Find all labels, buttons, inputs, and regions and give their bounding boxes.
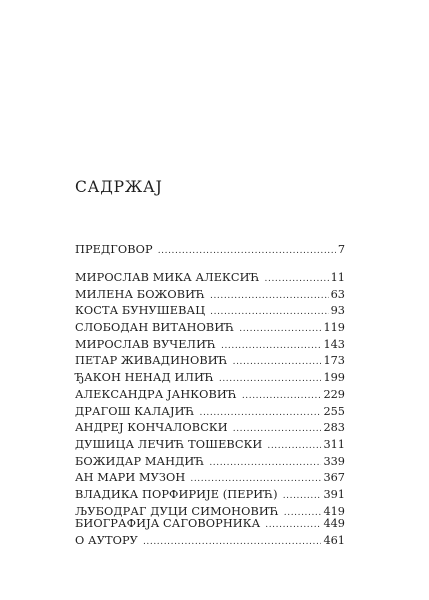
dot-leader xyxy=(143,534,322,551)
toc-entry-page: 11 xyxy=(330,271,345,284)
toc-entry-lecic-tosevski[interactable] xyxy=(75,437,345,454)
toc-entry-zivadinovic[interactable] xyxy=(75,353,345,370)
dot-leader xyxy=(233,354,322,371)
dot-leader xyxy=(221,338,321,355)
dot-leader xyxy=(233,421,322,438)
toc-entry-page: 391 xyxy=(323,487,345,501)
dot-leader xyxy=(265,517,321,534)
toc-entry-page: 311 xyxy=(323,437,345,451)
toc-entry-name: ПРЕДГОВОР xyxy=(75,243,153,256)
toc-entry-page: 7 xyxy=(337,243,345,256)
toc-entry-bozovic[interactable] xyxy=(75,287,345,304)
dot-leader xyxy=(265,271,329,288)
toc-entry-name: ЂАКОН НЕНАД ИЛИЋ xyxy=(75,371,214,385)
toc-entry-muzon[interactable] xyxy=(75,470,345,487)
toc-entry-name: ДУШИЦА ЛЕЧИЋ ТОШЕВСКИ xyxy=(75,437,263,451)
toc-entry-porfirije[interactable] xyxy=(75,487,345,504)
toc-entry-koncalovski[interactable] xyxy=(75,420,345,437)
toc-entry-page: 93 xyxy=(330,304,345,318)
toc-entry-page: 461 xyxy=(323,533,345,547)
toc-entry-page: 367 xyxy=(323,471,345,485)
toc-title: САДРЖАЈ xyxy=(75,178,163,196)
toc-entry-biografija[interactable] xyxy=(75,516,345,533)
toc-entry-vitanovic[interactable] xyxy=(75,320,345,337)
toc-preface-group xyxy=(75,242,345,259)
toc-entry-name: МИЛЕНА БОЖОВИЋ xyxy=(75,287,206,301)
toc-entry-page: 199 xyxy=(323,371,345,385)
toc-entry-kalajic[interactable] xyxy=(75,404,345,421)
toc-entry-page: 255 xyxy=(323,404,345,418)
toc-entry-page: 449 xyxy=(323,517,345,530)
toc-entry-page: 283 xyxy=(323,421,345,435)
dot-leader xyxy=(209,455,321,472)
toc-entry-name: БИОГРАФИЈА САГОВОРНИКА xyxy=(75,517,261,530)
toc-entry-name: ПЕТАР ЖИВАДИНОВИЋ xyxy=(75,354,228,368)
toc-entry-name: БОЖИДАР МАНДИЋ xyxy=(75,454,205,468)
toc-entry-name: СЛОБОДАН ВИТАНОВИЋ xyxy=(75,321,235,335)
toc-entry-name: МИРОСЛАВ МИКА АЛЕКСИЋ xyxy=(75,271,260,284)
toc-entry-name: АЛЕКСАНДРА ЈАНКОВИЋ xyxy=(75,387,237,401)
toc-entry-mandic[interactable] xyxy=(75,454,345,471)
dot-leader xyxy=(283,488,322,505)
toc-appendix-group xyxy=(75,516,345,549)
toc-entry-name: О АУТОРУ xyxy=(75,533,138,547)
toc-entry-name: АНДРЕЈ КОНЧАЛОВСКИ xyxy=(75,421,228,435)
dot-leader xyxy=(239,321,321,338)
toc-entry-page: 419 xyxy=(323,504,345,518)
toc-entry-jankovic[interactable] xyxy=(75,387,345,404)
dot-leader xyxy=(199,405,321,422)
toc-interviews-group xyxy=(75,270,345,520)
toc-entry-page: 229 xyxy=(323,387,345,401)
toc-entry-bunusevac[interactable] xyxy=(75,303,345,320)
dot-leader xyxy=(158,243,336,260)
toc-entry-aleksic[interactable] xyxy=(75,270,345,287)
dot-leader xyxy=(219,371,322,388)
toc-entry-page: 173 xyxy=(323,354,345,368)
toc-entry-name: АН МАРИ МУЗОН xyxy=(75,471,186,485)
dot-leader xyxy=(190,471,321,488)
dot-leader xyxy=(242,388,322,405)
dot-leader xyxy=(267,438,321,455)
toc-entry-name: ЉУБОДРАГ ДУЦИ СИМОНОВИЋ xyxy=(75,504,279,518)
toc-entry-name: ДРАГОШ КАЛАЈИЋ xyxy=(75,404,195,418)
toc-entry-name: МИРОСЛАВ ВУЧЕЛИЋ xyxy=(75,337,216,351)
toc-entry-o-autoru[interactable] xyxy=(75,533,345,550)
toc-entry-ilic[interactable] xyxy=(75,370,345,387)
toc-entry-page: 119 xyxy=(323,321,345,335)
toc-entry-page: 143 xyxy=(323,337,345,351)
toc-entry-name: ВЛАДИКА ПОРФИРИЈЕ (ПЕРИЋ) xyxy=(75,487,278,501)
toc-entry-page: 339 xyxy=(323,454,345,468)
dot-leader xyxy=(210,288,329,305)
toc-entry-vucelic[interactable] xyxy=(75,337,345,354)
toc-entry-page: 63 xyxy=(330,287,345,301)
dot-leader xyxy=(210,304,328,321)
toc-entry-predgovor[interactable] xyxy=(75,242,345,259)
toc-entry-name: КОСТА БУНУШЕВАЦ xyxy=(75,304,206,318)
